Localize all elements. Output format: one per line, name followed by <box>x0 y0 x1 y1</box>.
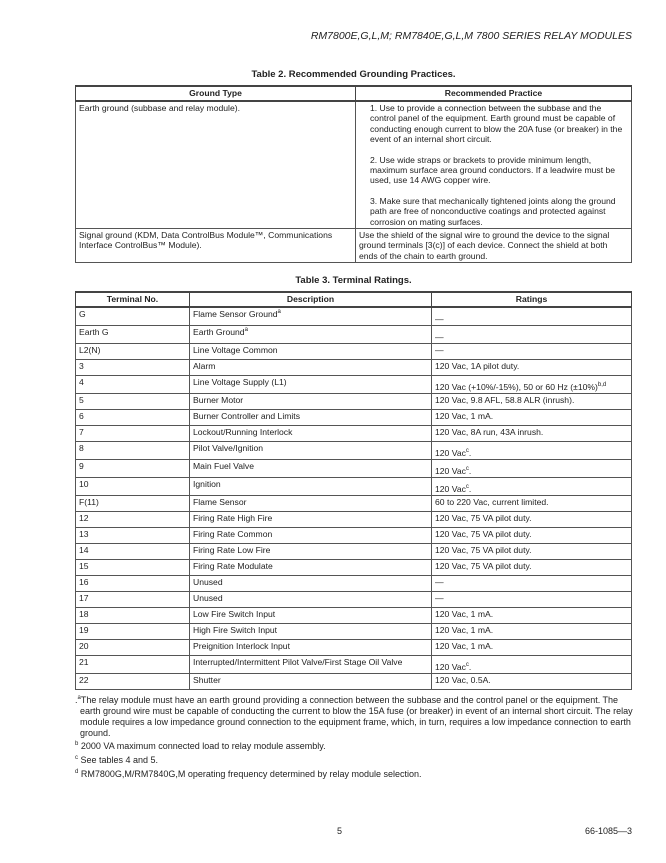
description-cell <box>190 528 432 544</box>
description-cell <box>190 326 432 344</box>
description-text: Line Voltage Common <box>193 345 278 356</box>
rating-cell <box>432 326 632 344</box>
table-row <box>76 656 632 674</box>
description-cell <box>190 640 432 656</box>
terminal-no: 7 <box>79 427 84 438</box>
footnote-text: The relay module must have an earth ground providing a connection between the subbase and the control panel or the equipment. The earth ground wire must be capable of conducting the current to blow the 15A fuse (or breaker) in event of an internal short circuit. The relay module requires a low impedance ground connection to the equipment frame, which, in turn, requires a low impedance connection to earth ground. <box>80 695 633 738</box>
terminal-no: 18 <box>79 609 89 620</box>
terminal-no: 20 <box>79 641 89 652</box>
footnote-text: RM7800G,M/RM7840G,M operating frequency determined by relay module selection. <box>78 769 422 780</box>
rating-text: 120 Vac, 1 mA. <box>435 641 494 652</box>
terminal-no: 4 <box>79 377 84 388</box>
footnote-prefix: . <box>75 695 78 706</box>
terminal-no: 8 <box>79 443 84 454</box>
rating-text: 120 Vac, 1 mA. <box>435 625 494 636</box>
terminal-cell <box>76 592 190 608</box>
description-text: Firing Rate Common <box>193 529 273 540</box>
rating-tail: . <box>468 661 472 672</box>
description-text: Shutter <box>193 675 221 686</box>
terminal-no: 13 <box>79 529 89 540</box>
terminal-cell <box>76 376 190 394</box>
footnote-ref: a <box>244 327 248 334</box>
rating-cell <box>432 442 632 460</box>
footnote-text: 2000 VA maximum connected load to relay module assembly. <box>78 741 326 752</box>
table-row <box>76 460 632 478</box>
description-text: Unused <box>193 577 223 588</box>
rating-cell <box>432 576 632 592</box>
description-text: Low Fire Switch Input <box>193 609 276 620</box>
rating-text: — <box>435 331 444 342</box>
table-row <box>76 360 632 376</box>
terminal-no: 16 <box>79 577 89 588</box>
table-row <box>76 624 632 640</box>
terminal-cell <box>76 326 190 344</box>
terminal-cell <box>76 344 190 360</box>
rating-cell <box>432 674 632 690</box>
table-row <box>76 344 632 360</box>
description-cell <box>190 496 432 512</box>
rating-text: 120 Vac, 0.5A. <box>435 675 491 686</box>
column-header: Terminal No. <box>76 292 190 307</box>
terminal-cell <box>76 410 190 426</box>
description-cell <box>190 410 432 426</box>
table-row <box>76 528 632 544</box>
description-text: Ignition <box>193 479 221 490</box>
rating-text: — <box>435 345 444 356</box>
terminal-cell <box>76 576 190 592</box>
rating-cell <box>432 528 632 544</box>
rating-cell <box>432 496 632 512</box>
footnotes <box>75 695 635 783</box>
terminal-no: 22 <box>79 675 89 686</box>
description-text: Firing Rate High Fire <box>193 513 273 524</box>
footnote-ref: c <box>465 466 469 473</box>
practice-item: 2. Use wide straps or brackets to provide minimum length, maximum surface area ground conductors. If a leadwire must be used, use 14 AWG copper wire. <box>370 154 616 186</box>
rating-cell <box>432 512 632 528</box>
footnote-mark: c <box>75 755 78 762</box>
description-cell <box>190 608 432 624</box>
ground-type-cell: Earth ground (subbase and relay module). <box>76 101 356 229</box>
rating-cell <box>432 624 632 640</box>
footnote <box>75 695 635 738</box>
table-row <box>76 307 632 326</box>
rating-cell <box>432 656 632 674</box>
description-text: Interrupted/Intermittent Pilot Valve/First Stage Oil Valve <box>193 657 403 668</box>
terminal-no: 6 <box>79 411 84 422</box>
rating-text: 120 Vac, 1 mA. <box>435 411 494 422</box>
terminal-no: 21 <box>79 657 89 668</box>
rating-tail: . <box>468 465 472 476</box>
terminal-cell <box>76 460 190 478</box>
description-cell <box>190 576 432 592</box>
description-text: Earth Ground <box>193 327 245 338</box>
description-text: Burner Controller and Limits <box>193 411 300 422</box>
rating-cell <box>432 410 632 426</box>
table-row <box>76 674 632 690</box>
table-row <box>76 544 632 560</box>
table-row <box>76 560 632 576</box>
table-row <box>76 442 632 460</box>
terminal-ratings-table <box>75 291 632 690</box>
rating-text: — <box>435 577 444 588</box>
rating-text: 120 Vac, 1 mA. <box>435 609 494 620</box>
terminal-no: 17 <box>79 593 89 604</box>
description-text: High Fire Switch Input <box>193 625 278 636</box>
terminal-cell <box>76 360 190 376</box>
table-row <box>76 640 632 656</box>
terminal-cell <box>76 512 190 528</box>
description-cell <box>190 460 432 478</box>
rating-text: 120 Vac <box>435 465 466 476</box>
page-footer <box>75 814 632 837</box>
rating-cell <box>432 426 632 442</box>
description-text: Preignition Interlock Input <box>193 641 290 652</box>
rating-cell <box>432 344 632 360</box>
description-cell <box>190 360 432 376</box>
description-cell <box>190 442 432 460</box>
rating-text: 120 Vac <box>435 447 466 458</box>
footnote-text: See tables 4 and 5. <box>78 755 159 766</box>
terminal-cell <box>76 442 190 460</box>
table-row <box>76 410 632 426</box>
table-row <box>76 426 632 442</box>
rating-text: 120 Vac <box>435 661 466 672</box>
terminal-no: 15 <box>79 561 89 572</box>
description-cell <box>190 560 432 576</box>
rating-text: 120 Vac, 75 VA pilot duty. <box>435 545 532 556</box>
description-text: Flame Sensor <box>193 497 247 508</box>
rating-cell <box>432 460 632 478</box>
terminal-cell <box>76 394 190 410</box>
terminal-cell <box>76 656 190 674</box>
ground-type-cell: Signal ground (KDM, Data ControlBus Module™, Communications Interface ControlBus™ Module). <box>76 229 356 263</box>
description-text: Main Fuel Valve <box>193 461 254 472</box>
practice-item: Use the shield of the signal wire to ground the device to the signal ground terminals [3(c)] of each device. Connect the shield at both ends of the chain to earth ground. <box>359 230 610 261</box>
terminal-no: 10 <box>79 479 89 490</box>
rating-cell <box>432 360 632 376</box>
column-header: Ratings <box>432 292 632 307</box>
description-text: Lockout/Running Interlock <box>193 427 293 438</box>
footnote-mark: b <box>75 741 79 748</box>
footnote-mark: a <box>77 695 81 702</box>
terminal-no: L2(N) <box>79 345 101 356</box>
footnote-ref: a <box>277 309 281 316</box>
terminal-cell <box>76 426 190 442</box>
rating-cell <box>432 592 632 608</box>
description-cell <box>190 544 432 560</box>
rating-text: 120 Vac <box>435 483 466 494</box>
terminal-cell <box>76 560 190 576</box>
description-text: Line Voltage Supply (L1) <box>193 377 287 388</box>
description-text: Burner Motor <box>193 395 244 406</box>
description-text: Firing Rate Modulate <box>193 561 273 572</box>
rating-text: 120 Vac, 1A pilot duty. <box>435 361 520 372</box>
rating-cell <box>432 478 632 496</box>
running-header: RM7800E,G,L,M; RM7840E,G,L,M 7800 SERIES RELAY MODULES <box>310 30 632 42</box>
table-row <box>76 512 632 528</box>
rating-text: 120 Vac, 9.8 AFL, 58.8 ALR (inrush). <box>435 395 575 406</box>
terminal-cell <box>76 496 190 512</box>
table-row <box>76 576 632 592</box>
description-cell <box>190 394 432 410</box>
terminal-cell <box>76 544 190 560</box>
table2-caption: Table 2. Recommended Grounding Practices. <box>251 69 456 80</box>
rating-text: 120 Vac, 75 VA pilot duty. <box>435 561 532 572</box>
description-text: Flame Sensor Ground <box>193 309 278 320</box>
terminal-no: 12 <box>79 513 89 524</box>
rating-text: 120 Vac, 75 VA pilot duty. <box>435 513 532 524</box>
table-row <box>76 326 632 344</box>
description-text: Firing Rate Low Fire <box>193 545 271 556</box>
terminal-cell <box>76 307 190 326</box>
description-cell <box>190 674 432 690</box>
rating-tail: . <box>468 447 472 458</box>
practice-item: 3. Make sure that mechanically tightened joints along the ground path are free of nonconductive coatings and protected against corrosion on mating surfaces. <box>370 195 616 227</box>
terminal-cell <box>76 608 190 624</box>
footnote <box>75 741 635 752</box>
terminal-cell <box>76 478 190 496</box>
grounding-practices-table <box>75 85 632 263</box>
description-cell <box>190 344 432 360</box>
rating-cell <box>432 544 632 560</box>
document-number: 66-1085—3 <box>584 826 632 836</box>
footnote-ref: c <box>465 448 469 455</box>
description-cell <box>190 592 432 608</box>
terminal-no: 3 <box>79 361 84 372</box>
footnote-ref: c <box>465 484 469 491</box>
rating-text: — <box>435 593 444 604</box>
terminal-no: 14 <box>79 545 89 556</box>
practice-cell <box>356 229 632 263</box>
footnote <box>75 769 635 780</box>
description-cell <box>190 426 432 442</box>
table-row <box>76 394 632 410</box>
column-header: Recommended Practice <box>356 86 632 101</box>
rating-text: 60 to 220 Vac, current limited. <box>435 497 549 508</box>
description-text: Alarm <box>193 361 216 372</box>
table-row <box>76 592 632 608</box>
description-cell <box>190 376 432 394</box>
footnote <box>75 755 635 766</box>
rating-text: 120 Vac, 75 VA pilot duty. <box>435 529 532 540</box>
terminal-no: 19 <box>79 625 89 636</box>
terminal-no: 9 <box>79 461 84 472</box>
table-row <box>76 376 632 394</box>
practice-cell <box>356 101 632 229</box>
footnote-ref: c <box>465 662 469 669</box>
terminal-no: Earth G <box>79 327 109 338</box>
rating-cell <box>432 376 632 394</box>
terminal-no: 5 <box>79 395 84 406</box>
rating-cell <box>432 640 632 656</box>
terminal-cell <box>76 674 190 690</box>
table-row <box>76 229 632 263</box>
rating-text: — <box>435 313 444 324</box>
terminal-no: G <box>79 309 86 320</box>
column-header: Ground Type <box>76 86 356 101</box>
terminal-no: F(11) <box>79 497 99 508</box>
terminal-cell <box>76 624 190 640</box>
table3-caption: Table 3. Terminal Ratings. <box>295 275 412 287</box>
description-cell <box>190 512 432 528</box>
description-cell <box>190 307 432 326</box>
terminal-cell <box>76 528 190 544</box>
description-text: Pilot Valve/Ignition <box>193 443 264 454</box>
footnote-mark: d <box>75 769 79 776</box>
description-cell <box>190 478 432 496</box>
rating-cell <box>432 608 632 624</box>
rating-cell <box>432 560 632 576</box>
column-header: Description <box>190 292 432 307</box>
table-row <box>76 478 632 496</box>
rating-cell <box>432 394 632 410</box>
table-row <box>76 101 632 229</box>
rating-text: 120 Vac, 8A run, 43A inrush. <box>435 427 544 438</box>
footnote-ref: b,d <box>597 382 607 389</box>
description-cell <box>190 656 432 674</box>
rating-cell <box>432 307 632 326</box>
page-number: 5 <box>337 826 343 836</box>
description-text: Unused <box>193 593 223 604</box>
description-cell <box>190 624 432 640</box>
practice-item: 1. Use to provide a connection between the subbase and the control panel of the equipment. Earth ground must be capable of conducting enough current to blow the 20A fuse (or breaker) in the event of an internal short circuit. <box>370 103 623 145</box>
table-row <box>76 496 632 512</box>
terminal-cell <box>76 640 190 656</box>
rating-text: 120 Vac (+10%/-15%), 50 or 60 Hz (±10%) <box>435 381 598 392</box>
rating-tail: . <box>468 483 472 494</box>
table-row <box>76 608 632 624</box>
